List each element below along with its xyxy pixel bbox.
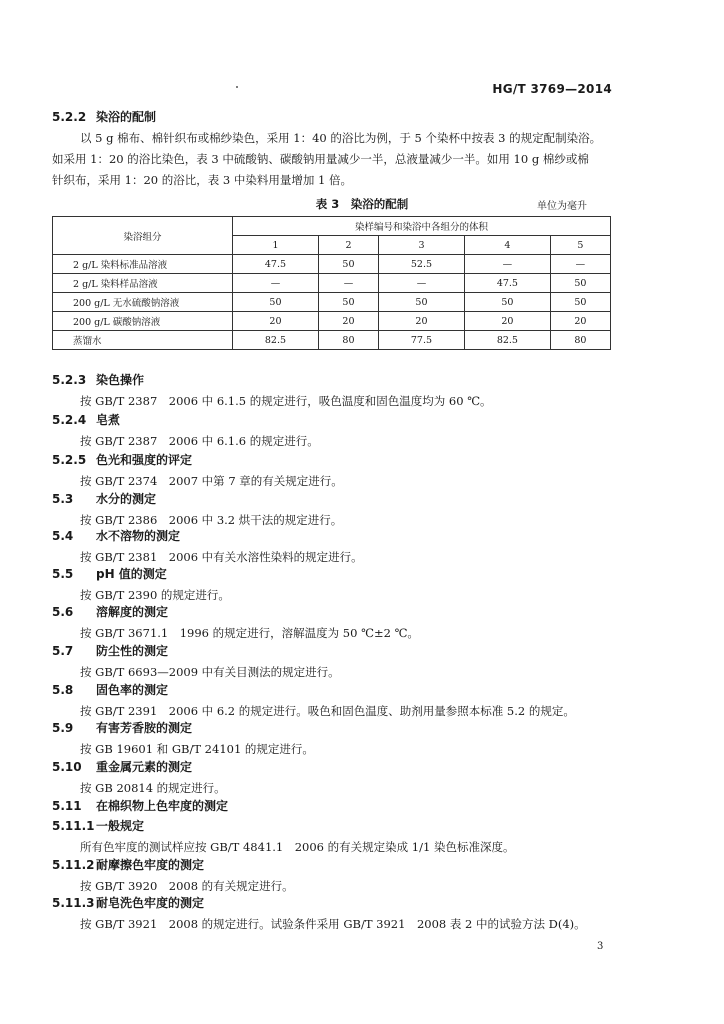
column-header-component: 染浴组分 xyxy=(53,217,233,255)
section-text: 按 GB/T 2391 2006 中 6.2 的规定进行。吸色和固色温度、助剂用量参照本标准 5.2 的规定。 xyxy=(80,704,575,718)
section-number: 5.10 xyxy=(52,760,82,774)
table-cell: 47.5 xyxy=(233,255,319,274)
section-text: 按 GB/T 2387 2006 中 6.1.6 的规定进行。 xyxy=(80,434,319,448)
section-title: 有害芳香胺的测定 xyxy=(96,721,193,735)
section-text: 按 GB/T 3920 2008 的有关规定进行。 xyxy=(80,879,294,893)
section-title: pH 值的测定 xyxy=(96,567,167,581)
section-heading xyxy=(52,818,144,834)
section-heading xyxy=(52,412,120,428)
section-number: 5.2.3 xyxy=(52,373,87,387)
column-header: 3 xyxy=(379,236,465,255)
column-header: 5 xyxy=(550,236,610,255)
table-cell: — xyxy=(233,274,319,293)
section-text: 按 GB/T 3921 2008 的规定进行。试验条件采用 GB/T 3921 2008 表 2 中的试验方法 D(4)。 xyxy=(80,917,586,931)
section-title: 染浴的配制 xyxy=(96,110,157,124)
section-heading xyxy=(52,566,167,582)
table-caption: 表 3 染浴的配制 xyxy=(315,197,409,211)
row-label: 200 g/L 碳酸钠溶液 xyxy=(53,312,233,331)
table-header-row xyxy=(53,217,611,236)
column-header: 2 xyxy=(318,236,378,255)
section-heading xyxy=(52,491,156,507)
section-number: 5.11.3 xyxy=(52,896,95,910)
row-label: 200 g/L 无水硫酸钠溶液 xyxy=(53,293,233,312)
section-number: 5.11.2 xyxy=(52,858,95,872)
page-number: 3 xyxy=(597,941,604,952)
section-text: 按 GB 20814 的规定进行。 xyxy=(80,781,226,795)
section-title: 水不溶物的测定 xyxy=(96,529,181,543)
standard-code: HG/T 3769—2014 xyxy=(492,82,612,96)
table-cell: 47.5 xyxy=(464,274,550,293)
section-number: 5.3 xyxy=(52,492,74,506)
table-cell: 50 xyxy=(233,293,319,312)
table-cell: 82.5 xyxy=(464,331,550,350)
section-title: 固色率的测定 xyxy=(96,683,169,697)
table-cell: 20 xyxy=(318,312,378,331)
paragraph-line: 针织布，采用 1：20 的浴比，表 3 中染料用量增加 1 倍。 xyxy=(52,173,353,187)
table-row xyxy=(53,274,611,293)
section-title: 在棉织物上色牢度的测定 xyxy=(96,799,229,813)
row-label: 2 g/L 染料样品溶液 xyxy=(53,274,233,293)
section-title: 色光和强度的评定 xyxy=(96,453,193,467)
section-number: 5.2.4 xyxy=(52,413,87,427)
section-text: 按 GB 19601 和 GB/T 24101 的规定进行。 xyxy=(80,742,314,756)
section-title: 皂煮 xyxy=(96,413,121,427)
section-title: 一般规定 xyxy=(96,819,145,833)
table-cell: 50 xyxy=(318,255,378,274)
section-text: 按 GB/T 6693—2009 中有关目测法的规定进行。 xyxy=(80,665,340,679)
column-header-group: 染样编号和染浴中各组分的体积 xyxy=(233,217,611,236)
table-row xyxy=(53,293,611,312)
section-title: 水分的测定 xyxy=(96,492,157,506)
section-title: 耐摩擦色牢度的测定 xyxy=(96,858,205,872)
table-cell: 20 xyxy=(550,312,610,331)
table-cell: 50 xyxy=(550,274,610,293)
table-row xyxy=(53,312,611,331)
section-number: 5.6 xyxy=(52,605,74,619)
section-number: 5.8 xyxy=(52,683,74,697)
section-heading xyxy=(52,720,192,736)
row-label: 2 g/L 染料标准品溶液 xyxy=(53,255,233,274)
section-number: 5.7 xyxy=(52,644,74,658)
paragraph-line: 如采用 1：20 的浴比染色，表 3 中硫酸钠、碳酸钠用量减少一半，总液量减少一半。如用 10 g 棉纱或棉 xyxy=(52,152,589,166)
section-title: 染色操作 xyxy=(96,373,145,387)
section-text: 按 GB/T 2374 2007 中第 7 章的有关规定进行。 xyxy=(80,474,343,488)
paragraph-line: 以 5 g 棉布、棉针织布或棉纱染色，采用 1：40 的浴比为例，于 5 个染杯中按表 3 的规定配制染浴。 xyxy=(80,131,602,145)
table-cell: 82.5 xyxy=(233,331,319,350)
section-number: 5.2.5 xyxy=(52,453,87,467)
table-cell: 50 xyxy=(550,293,610,312)
row-label: 蒸馏水 xyxy=(53,331,233,350)
section-heading xyxy=(52,857,204,873)
dye-bath-table xyxy=(52,216,611,350)
section-title: 溶解度的测定 xyxy=(96,605,169,619)
column-header: 1 xyxy=(233,236,319,255)
table-cell: 52.5 xyxy=(379,255,465,274)
table-cell: 50 xyxy=(379,293,465,312)
table-cell: 80 xyxy=(318,331,378,350)
table-cell: 20 xyxy=(233,312,319,331)
section-text: 按 GB/T 2381 2006 中有关水溶性染料的规定进行。 xyxy=(80,550,363,564)
table-cell: — xyxy=(379,274,465,293)
table-cell: 20 xyxy=(379,312,465,331)
table-cell: — xyxy=(550,255,610,274)
scan-speck xyxy=(236,86,238,88)
section-number: 5.2.2 xyxy=(52,110,87,124)
section-number: 5.5 xyxy=(52,567,74,581)
section-heading xyxy=(52,452,192,468)
section-title: 防尘性的测定 xyxy=(96,644,169,658)
section-text: 所有色牢度的测试样应按 GB/T 4841.1 2006 的有关规定染成 1/1 染色标准深度。 xyxy=(80,840,515,854)
section-heading xyxy=(52,643,168,659)
section-text: 按 GB/T 2390 的规定进行。 xyxy=(80,588,230,602)
section-number: 5.11.1 xyxy=(52,819,95,833)
section-number: 5.9 xyxy=(52,721,74,735)
section-text: 按 GB/T 3671.1 1996 的规定进行，溶解温度为 50 ℃±2 ℃。 xyxy=(80,626,419,640)
section-heading xyxy=(52,372,144,388)
table-cell: 77.5 xyxy=(379,331,465,350)
table-cell: 20 xyxy=(464,312,550,331)
section-heading xyxy=(52,759,192,775)
column-header: 4 xyxy=(464,236,550,255)
table-row xyxy=(53,255,611,274)
table-cell: 80 xyxy=(550,331,610,350)
section-text: 按 GB/T 2386 2006 中 3.2 烘干法的规定进行。 xyxy=(80,513,343,527)
table-unit: 单位为毫升 xyxy=(537,201,587,212)
table-cell: 50 xyxy=(318,293,378,312)
table-row xyxy=(53,331,611,350)
table-cell: 50 xyxy=(464,293,550,312)
table-cell: — xyxy=(464,255,550,274)
section-number: 5.4 xyxy=(52,529,74,543)
section-heading xyxy=(52,682,168,698)
section-heading xyxy=(52,604,168,620)
section-heading xyxy=(52,895,204,911)
section-title: 耐皂洗色牢度的测定 xyxy=(96,896,205,910)
section-heading xyxy=(52,528,180,544)
table-cell: — xyxy=(318,274,378,293)
section-number: 5.11 xyxy=(52,799,82,813)
section-text: 按 GB/T 2387 2006 中 6.1.5 的规定进行，吸色温度和固色温度均为 60 ℃。 xyxy=(80,394,492,408)
section-title: 重金属元素的测定 xyxy=(96,760,193,774)
section-heading xyxy=(52,109,156,125)
section-heading xyxy=(52,798,228,814)
